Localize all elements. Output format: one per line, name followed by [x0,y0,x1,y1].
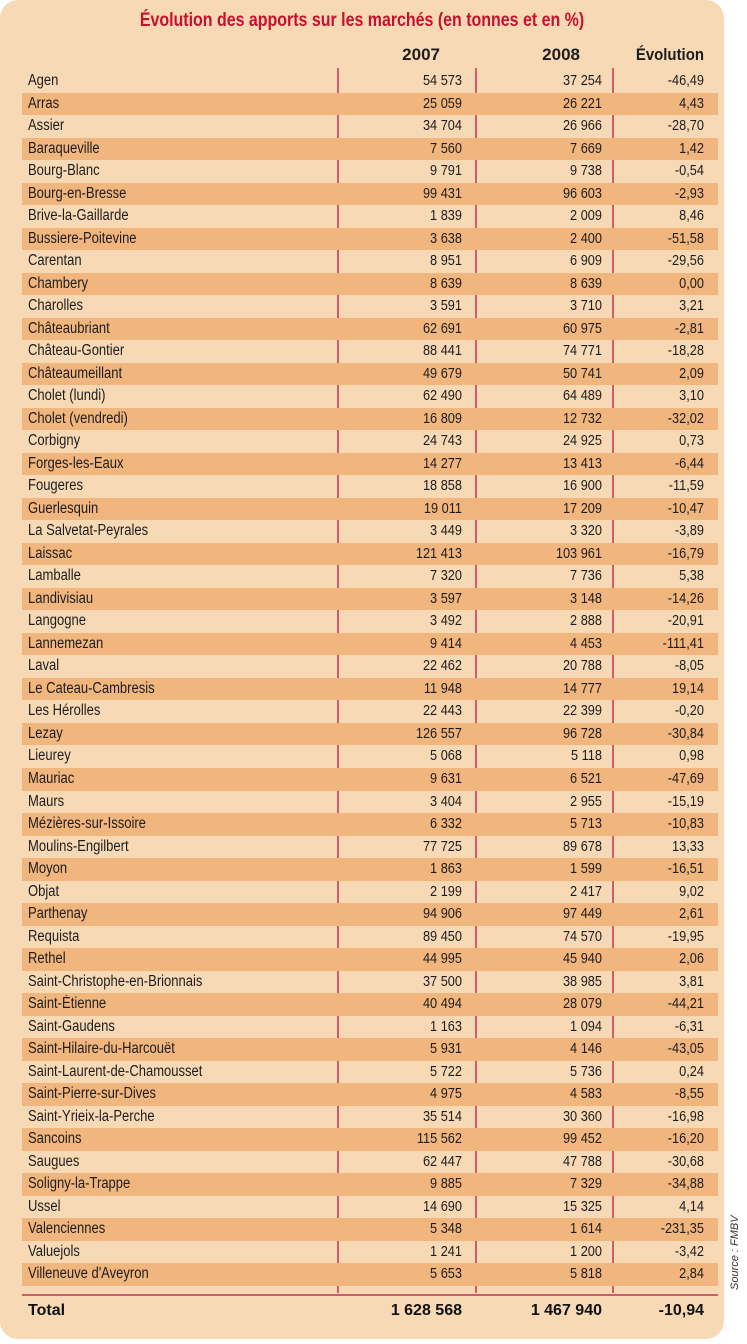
value-2007: 54 573 [422,73,462,89]
total-row [22,1297,718,1325]
table-row [22,498,718,521]
value-2007: 16 809 [422,410,462,427]
value-evolution: 3,81 [679,973,704,990]
value-evolution: -43,05 [667,1041,704,1058]
market-name: Parthenay [28,905,88,923]
value-2008: 4 146 [570,1041,602,1058]
total-separator [22,1294,718,1296]
market-name: Moulins-Engilbert [28,837,129,855]
table-row [22,836,718,859]
value-2007: 89 450 [422,928,462,945]
value-2007: 3 597 [430,590,462,607]
value-evolution: 3,21 [679,298,704,315]
value-2007: 1 163 [430,1018,462,1035]
market-name: Maurs [28,792,65,810]
market-name: Moyon [28,860,68,878]
value-2007: 126 557 [415,725,462,742]
table-row [22,340,718,363]
market-name: Laissac [28,544,73,562]
value-2008: 89 678 [562,838,602,855]
table-row [22,926,718,949]
table-row [22,1241,718,1264]
table-row [22,115,718,138]
value-evolution: -46,49 [667,73,704,89]
value-2008: 5 736 [570,1063,602,1080]
value-2008: 6 521 [570,770,602,787]
value-2007: 18 858 [422,478,462,495]
value-evolution: -16,51 [667,861,704,878]
table-row [22,430,718,453]
table-row [22,948,718,971]
value-2008: 7 329 [570,1176,602,1193]
value-evolution: 2,09 [679,365,704,382]
market-name: Saint-Yrieix-la-Perche [28,1107,155,1125]
value-2008: 15 325 [562,1198,602,1215]
value-evolution: -10,47 [667,500,704,517]
table-row [22,791,718,814]
value-2008: 9 738 [570,163,602,180]
value-evolution: -47,69 [667,770,704,787]
value-2007: 62 691 [422,320,462,337]
value-2007: 3 492 [430,613,462,630]
table-row [22,858,718,881]
value-2007: 34 704 [422,118,462,135]
value-evolution: -8,05 [674,658,704,675]
market-name: Lamballe [28,567,81,585]
value-evolution: -29,56 [667,253,704,270]
value-evolution: -2,93 [674,185,704,202]
value-evolution: -14,26 [667,590,704,607]
value-2007: 3 449 [430,523,462,540]
table-row [22,385,718,408]
market-name: Chambery [28,274,89,292]
value-evolution: -3,42 [674,1243,704,1260]
value-2007: 49 679 [422,365,462,382]
value-2008: 5 713 [570,816,602,833]
market-name: Saint-Gaudens [28,1017,115,1035]
market-name: Ussel [28,1197,61,1215]
value-2007: 9 791 [430,163,462,180]
market-name: Valenciennes [28,1220,106,1238]
total-label: Total [28,1302,66,1319]
table-row [22,183,718,206]
value-evolution: -32,02 [667,410,704,427]
value-2008: 17 209 [562,500,602,517]
market-name: Baraqueville [28,139,100,157]
value-evolution: 3,10 [679,388,704,405]
value-evolution: 5,38 [679,568,704,585]
value-2007: 2 199 [430,883,462,900]
value-2008: 2 955 [570,793,602,810]
table-row [22,588,718,611]
value-2007: 40 494 [422,996,462,1013]
table-row [22,565,718,588]
value-2008: 2 009 [570,208,602,225]
market-name: Mézières-sur-Issoire [28,815,146,833]
table-row [22,408,718,431]
value-evolution: -16,79 [667,545,704,562]
value-2008: 16 900 [562,478,602,495]
value-evolution: -6,44 [674,455,704,472]
value-2008: 47 788 [562,1153,602,1170]
table-row [22,1061,718,1084]
market-name: Laval [28,657,60,675]
value-2008: 20 788 [562,658,602,675]
value-2008: 2 888 [570,613,602,630]
market-name: Carentan [28,252,82,270]
value-2007: 5 348 [430,1221,462,1238]
market-name: Charolles [28,297,84,315]
value-2008: 96 603 [562,185,602,202]
table-row [22,633,718,656]
table-row [22,993,718,1016]
table-row [22,250,718,273]
value-evolution: -51,58 [667,230,704,247]
market-name: Landivisiau [28,589,94,607]
value-evolution: 2,61 [679,906,704,923]
value-2008: 26 966 [562,118,602,135]
value-evolution: 0,73 [679,433,704,450]
value-2008: 1 200 [570,1243,602,1260]
value-evolution: -15,19 [667,793,704,810]
value-evolution: 4,43 [679,95,704,112]
table-row [22,1263,718,1286]
value-2008: 103 961 [555,545,602,562]
value-evolution: -2,81 [674,320,704,337]
table-row [22,610,718,633]
value-evolution: 13,33 [672,838,704,855]
value-evolution: 1,42 [679,140,704,157]
table-row [22,453,718,476]
table-row [22,1173,718,1196]
table-row [22,273,718,296]
value-2007: 22 443 [422,703,462,720]
value-2008: 99 452 [562,1131,602,1148]
value-evolution: -18,28 [667,343,704,360]
value-2008: 3 320 [570,523,602,540]
value-evolution: -3,89 [674,523,704,540]
value-2008: 5 118 [571,748,602,765]
column-header-evolution: Évolution [635,45,704,64]
value-2008: 28 079 [562,996,602,1013]
value-evolution: -20,91 [667,613,704,630]
value-evolution: -6,31 [674,1018,704,1035]
table-row [22,70,718,93]
table-row [22,813,718,836]
market-name: Agen [28,72,59,89]
value-evolution: 2,84 [679,1266,704,1283]
value-2008: 8 639 [570,275,602,292]
table-title: Évolution des apports sur les marchés (en tonnes et en %) [139,10,585,31]
value-2007: 8 951 [430,253,462,270]
market-name: Arras [28,94,60,112]
value-2007: 19 011 [423,500,462,517]
value-2008: 3 710 [570,298,602,315]
value-evolution: -34,88 [667,1176,704,1193]
value-2007: 5 653 [430,1266,462,1283]
value-2008: 64 489 [562,388,602,405]
value-2007: 7 320 [430,568,462,585]
table-row [22,678,718,701]
value-2008: 96 728 [562,725,602,742]
table-row [22,745,718,768]
value-2007: 7 560 [430,140,462,157]
table-row [22,318,718,341]
value-2008: 1 614 [570,1221,602,1238]
column-header-2007: 2007 [402,45,440,64]
value-2007: 1 839 [430,208,462,225]
market-name: Corbigny [28,432,81,450]
value-evolution: -16,98 [667,1108,704,1125]
value-2007: 9 885 [430,1176,462,1193]
market-name: Objat [28,882,60,900]
table-row [22,1128,718,1151]
value-2007: 37 500 [422,973,462,990]
value-2008: 50 741 [562,365,602,382]
value-2008: 7 669 [570,140,602,157]
value-2008: 2 417 [570,883,602,900]
value-2007: 5 068 [430,748,462,765]
value-2008: 4 453 [570,635,602,652]
market-name: Soligny-la-Trappe [28,1175,131,1193]
value-evolution: -111,41 [662,635,704,652]
market-name: Saint-Christophe-en-Brionnais [28,972,203,990]
table-row [22,768,718,791]
value-2007: 8 639 [430,275,462,292]
value-2007: 62 447 [422,1153,462,1170]
value-2007: 22 462 [422,658,462,675]
value-evolution: -0,20 [674,703,704,720]
value-2007: 5 722 [430,1063,462,1080]
value-2008: 74 771 [562,343,602,360]
table-row [22,881,718,904]
market-name: Saint-Hilaire-du-Harcouët [28,1040,175,1058]
value-2008: 13 413 [562,455,602,472]
market-name: Guerlesquin [28,499,99,517]
value-evolution: -0,54 [674,163,704,180]
value-2007: 14 277 [422,455,462,472]
value-2007: 77 725 [422,838,462,855]
value-evolution: 0,00 [679,275,704,292]
value-2008: 4 583 [570,1086,602,1103]
market-name: Bussiere-Poitevine [28,229,137,247]
value-2008: 7 736 [570,568,602,585]
market-name: Mauriac [28,769,75,787]
market-name: Sancoins [28,1130,82,1148]
table-row [22,1083,718,1106]
value-2008: 38 985 [562,973,602,990]
value-evolution: 19,14 [672,680,704,697]
value-2007: 3 591 [430,298,462,315]
market-name: Châteaumeillant [28,364,123,382]
table-row [22,1151,718,1174]
market-name: Assier [28,117,65,135]
value-2008: 22 399 [562,703,602,720]
market-name: Le Cateau-Cambresis [28,679,155,697]
market-name: Saint-Pierre-sur-Dives [28,1085,157,1103]
value-evolution: 9,02 [679,883,704,900]
value-2007: 11 948 [423,680,462,697]
column-header-2008: 2008 [542,45,580,64]
value-2007: 24 743 [422,433,462,450]
value-2008: 1 599 [570,861,602,878]
market-name: Cholet (lundi) [28,387,106,405]
value-2008: 30 360 [562,1108,602,1125]
market-name: La Salvetat-Peyrales [28,522,149,540]
value-2007: 88 441 [422,343,462,360]
value-2007: 9 631 [430,770,462,787]
table-row [22,1038,718,1061]
value-2008: 97 449 [562,906,602,923]
table-row [22,971,718,994]
table-row [22,1106,718,1129]
market-name: Rethel [28,950,66,968]
value-2007: 1 241 [430,1243,462,1260]
value-2008: 12 732 [562,410,602,427]
value-2008: 14 777 [562,680,602,697]
value-2007: 3 638 [430,230,462,247]
value-evolution: -28,70 [667,118,704,135]
market-name: Cholet (vendredi) [28,409,128,427]
table-row [22,160,718,183]
total-2007: 1 628 568 [390,1302,462,1319]
market-name: Châteaubriant [28,319,110,337]
value-evolution: -19,95 [667,928,704,945]
value-evolution: -16,20 [667,1131,704,1148]
value-2008: 6 909 [570,253,602,270]
value-2007: 62 490 [422,388,462,405]
market-name: Forges-les-Eaux [28,454,124,472]
value-2008: 45 940 [562,951,602,968]
table-row [22,1218,718,1241]
value-2008: 2 400 [570,230,602,247]
table-row [22,543,718,566]
value-evolution: 8,46 [679,208,704,225]
value-2007: 121 413 [415,545,462,562]
market-name: Saint-Laurent-de-Chamousset [28,1062,203,1080]
table-row [22,903,718,926]
table-row [22,723,718,746]
market-name: Lannemezan [28,634,104,652]
market-name: Fougeres [28,477,84,495]
value-evolution: -8,55 [674,1086,704,1103]
value-2008: 1 094 [570,1018,602,1035]
value-2007: 9 414 [430,635,462,652]
table-body [22,70,718,1286]
value-evolution: -11,59 [668,478,704,495]
value-2008: 3 148 [570,590,602,607]
market-name: Requista [28,927,80,945]
value-evolution: 0,24 [679,1063,704,1080]
source-credit: Source : FMBV [729,1215,741,1290]
market-name: Bourg-en-Bresse [28,184,127,202]
table-row [22,363,718,386]
value-2007: 44 995 [422,951,462,968]
table-row [22,1016,718,1039]
table-row [22,205,718,228]
value-evolution: -44,21 [667,996,704,1013]
value-2008: 24 925 [562,433,602,450]
table-row [22,138,718,161]
value-evolution: 2,06 [679,951,704,968]
market-name: Valuejols [28,1242,80,1260]
value-2008: 5 818 [570,1266,602,1283]
value-2007: 25 059 [422,95,462,112]
value-2008: 60 975 [562,320,602,337]
value-evolution: -10,83 [667,816,704,833]
value-2008: 37 254 [562,73,602,89]
total-2008: 1 467 940 [530,1302,602,1319]
total-evolution: -10,94 [658,1302,704,1319]
table-row [22,228,718,251]
table-row [22,475,718,498]
market-name: Les Hérolles [28,702,101,720]
market-name: Langogne [28,612,86,630]
value-2007: 35 514 [422,1108,462,1125]
table-row [22,655,718,678]
table-row [22,1196,718,1219]
table-row [22,93,718,116]
value-2007: 99 431 [422,185,462,202]
value-2007: 6 332 [430,816,462,833]
table-row [22,520,718,543]
table-row [22,700,718,723]
value-2007: 1 863 [430,861,462,878]
value-2008: 26 221 [562,95,602,112]
market-name: Saugues [28,1152,80,1170]
value-2007: 3 404 [430,793,462,810]
value-evolution: 0,98 [679,748,704,765]
market-name: Brive-la-Gaillarde [28,207,129,225]
value-evolution: -30,68 [667,1153,704,1170]
market-name: Lieurey [28,747,71,765]
value-2007: 4 975 [430,1086,462,1103]
table-row [22,295,718,318]
value-2007: 94 906 [422,906,462,923]
market-name: Château-Gontier [28,342,125,360]
market-name: Lezay [28,724,63,742]
value-2008: 74 570 [562,928,602,945]
market-name: Saint-Étienne [28,995,107,1013]
value-2007: 115 562 [416,1131,462,1148]
value-evolution: -231,35 [660,1221,704,1238]
market-name: Bourg-Blanc [28,162,100,180]
value-evolution: -30,84 [667,725,704,742]
value-2007: 5 931 [430,1041,462,1058]
market-name: Villeneuve d'Aveyron [28,1265,149,1283]
value-2007: 14 690 [422,1198,462,1215]
value-evolution: 4,14 [679,1198,704,1215]
